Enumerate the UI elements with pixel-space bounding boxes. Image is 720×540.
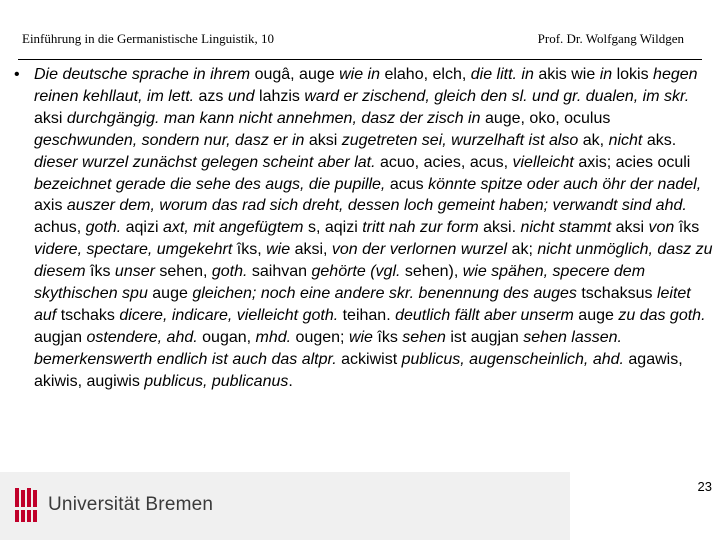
italic-text-segment: unser xyxy=(114,263,160,281)
roman-text-segment: sehen, xyxy=(159,263,212,281)
roman-text-segment: aksi xyxy=(615,219,649,237)
italic-text-segment: mhd. xyxy=(255,328,296,346)
slide-header xyxy=(0,0,720,60)
italic-text-segment: Die deutsche sprache in ihrem xyxy=(34,66,255,83)
course-title: Einführung in die Germanistische Linguistik, 10 xyxy=(22,31,275,46)
italic-text-segment: zugetreten sei, wurzelhaft ist also xyxy=(341,131,583,149)
italic-text-segment: sehen xyxy=(402,328,451,346)
roman-text-segment: axis xyxy=(34,197,67,215)
body-paragraph xyxy=(34,64,714,393)
roman-text-segment: aks. xyxy=(646,131,677,149)
italic-text-segment: durchgängig. man kann nicht annehmen, dasz der zisch in xyxy=(66,109,485,127)
italic-text-segment: publicus, publicanus xyxy=(144,372,289,390)
roman-text-segment: . xyxy=(288,372,293,390)
italic-text-segment: nicht stammt xyxy=(520,219,616,237)
roman-text-segment: agawis, akiwis, augiwis xyxy=(34,350,683,390)
roman-text-segment: îks xyxy=(678,219,700,237)
italic-text-segment: axt, mit angefügtem xyxy=(162,219,308,237)
roman-text-segment: ak, xyxy=(582,131,609,149)
roman-text-segment: akis wie xyxy=(538,66,600,83)
roman-text-segment: tschaks xyxy=(60,306,120,324)
italic-text-segment: tritt nah zur form xyxy=(362,219,484,237)
roman-text-segment: aqizi xyxy=(125,219,163,237)
italic-text-segment: auszer dem, worum das rad sich dreht, dessen loch gemeint haben; verwandt sind ahd. xyxy=(66,197,687,215)
roman-text-segment: tschaksus xyxy=(581,285,657,303)
italic-text-segment: vielleicht xyxy=(512,153,579,171)
bullet-icon: • xyxy=(14,66,20,83)
italic-text-segment: nicht unmöglich, dasz zu diesem xyxy=(34,241,713,281)
roman-text-segment: îks xyxy=(90,263,115,281)
roman-text-segment: ougan, xyxy=(202,328,256,346)
italic-text-segment: gehörte (vgl. xyxy=(311,263,405,281)
roman-text-segment: acuo, acies, acus, xyxy=(379,153,513,171)
roman-text-segment: lahzis xyxy=(259,87,305,105)
roman-text-segment: auge xyxy=(152,285,193,303)
roman-text-segment: îks, xyxy=(236,241,267,259)
author-name: Prof. Dr. Wolfgang Wildgen xyxy=(537,31,684,46)
roman-text-segment: ougâ, auge xyxy=(254,66,340,83)
roman-text-segment: aksi, xyxy=(294,241,332,259)
italic-text-segment: zu das goth. xyxy=(618,306,706,324)
roman-text-segment: auge xyxy=(578,306,619,324)
italic-text-segment: dieser wurzel zunächst gelegen scheint aber lat. xyxy=(34,153,380,171)
italic-text-segment: ostendere, ahd. xyxy=(86,328,203,346)
roman-text-segment: sehen), xyxy=(404,263,463,281)
roman-text-segment: ougen; xyxy=(295,328,349,346)
italic-text-segment: wie xyxy=(266,241,295,259)
italic-text-segment: dicere, indicare, vielleicht goth. xyxy=(119,306,343,324)
italic-text-segment: von xyxy=(648,219,679,237)
italic-text-segment: und xyxy=(227,87,260,105)
italic-text-segment: sehen lassen. bemerkenswerth endlich ist auch das altpr. xyxy=(34,328,622,368)
italic-text-segment: wie xyxy=(348,328,378,346)
roman-text-segment: ist augjan xyxy=(450,328,524,346)
italic-text-segment: bezeichnet gerade die sehe des augs, die pupille, xyxy=(34,175,390,193)
italic-text-segment: leitet auf xyxy=(34,285,691,324)
roman-text-segment: îks xyxy=(377,328,403,346)
italic-text-segment: publicus, augenscheinlich, ahd. xyxy=(401,350,629,368)
roman-text-segment: aksi xyxy=(308,131,342,149)
italic-text-segment: geschwunden, sondern nur, dasz er in xyxy=(34,131,309,149)
roman-text-segment: acus xyxy=(389,175,429,193)
roman-text-segment: augjan xyxy=(34,328,87,346)
roman-text-segment: auge, oko, oculus xyxy=(484,109,611,127)
roman-text-segment: aksi xyxy=(34,109,67,127)
italic-text-segment: hegen reinen kehllaut, im lett. xyxy=(34,66,698,105)
roman-text-segment: ackiwist xyxy=(341,350,402,368)
italic-text-segment: ward er zischend, gleich den sl. und gr. dualen, im skr. xyxy=(304,87,690,105)
roman-text-segment: achus, xyxy=(34,219,86,237)
italic-text-segment: von der verlornen wurzel xyxy=(331,241,512,259)
roman-text-segment: axis; acies oculi xyxy=(578,153,691,171)
roman-text-segment: teihan. xyxy=(342,306,396,324)
roman-text-segment: aksi. xyxy=(483,219,521,237)
roman-text-segment: azs xyxy=(198,87,228,105)
italic-text-segment: goth. xyxy=(85,219,126,237)
roman-text-segment: lokis xyxy=(616,66,654,83)
page-number: 23 xyxy=(697,479,712,494)
italic-text-segment: gleichen; noch eine andere skr. benennung des auges xyxy=(192,285,582,303)
italic-text-segment: deutlich fällt aber unserm xyxy=(395,306,579,324)
university-name: Universität Bremen xyxy=(48,494,214,515)
roman-text-segment: elaho, elch, xyxy=(384,66,471,83)
italic-text-segment: die litt. in xyxy=(470,66,539,83)
header-divider xyxy=(18,59,702,60)
italic-text-segment: goth. xyxy=(211,263,252,281)
roman-text-segment: saihvan xyxy=(251,263,312,281)
italic-text-segment: in xyxy=(599,66,617,83)
italic-text-segment: könnte spitze oder auch öhr der nadel, xyxy=(428,175,702,193)
roman-text-segment: s, aqizi xyxy=(307,219,363,237)
university-logo-icon xyxy=(14,488,38,522)
italic-text-segment: wie spähen, specere dem skythischen spu xyxy=(34,263,646,303)
italic-text-segment: nicht xyxy=(608,131,647,149)
roman-text-segment: ak; xyxy=(511,241,538,259)
italic-text-segment: wie in xyxy=(339,66,385,83)
italic-text-segment: videre, spectare, umgekehrt xyxy=(34,241,237,259)
